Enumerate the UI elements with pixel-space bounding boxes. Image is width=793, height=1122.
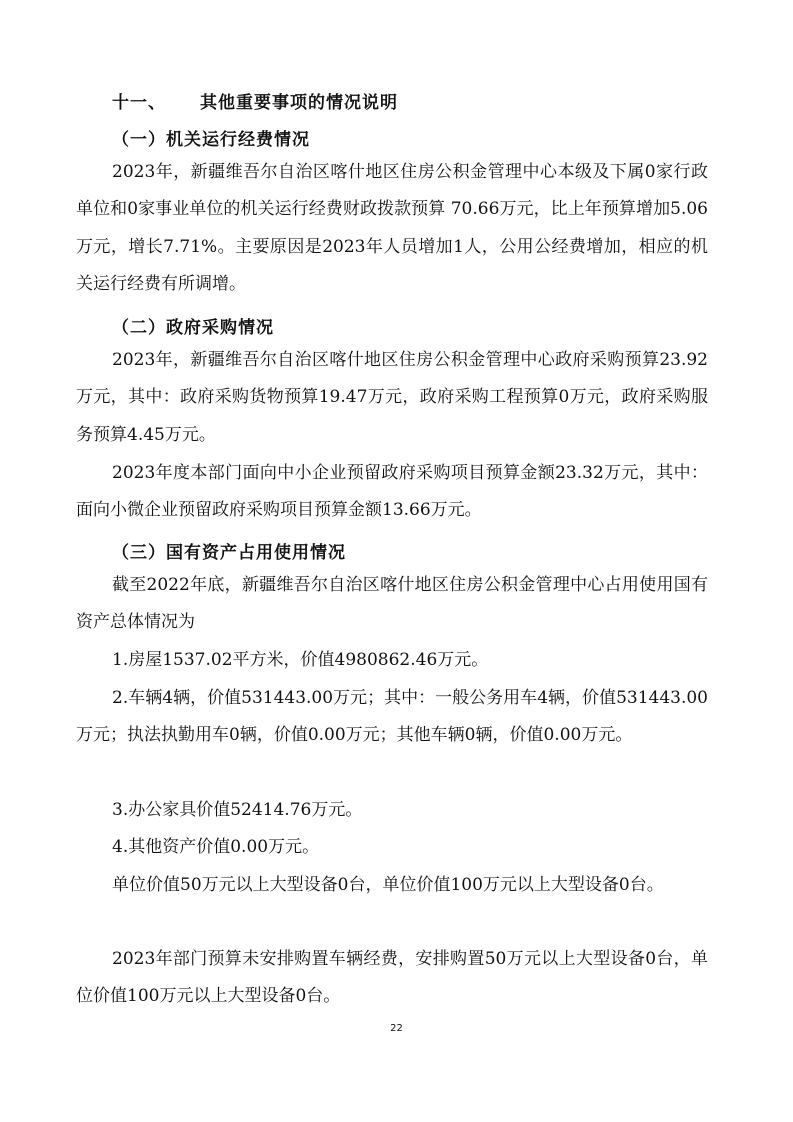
asset-item-vehicles: 2.车辆4辆，价值531443.00万元；其中：一般公务用车4辆，价值531443.00万元；执法执勤用车0辆，价值0.00万元；其他车辆0辆，价值0.00万元。 xyxy=(76,688,708,746)
section-number: 十一、 xyxy=(112,93,166,113)
paragraph-large-equipment: 单位价值50万元以上大型设备0台，单位价值100万元以上大型设备0台。 xyxy=(112,875,664,895)
paragraph-assets-intro: 截至2022年底，新疆维吾尔自治区喀什地区住房公积金管理中心占用使用国有资产总体情况为 xyxy=(76,575,708,633)
asset-item-furniture: 3.办公家具价值52414.76万元。 xyxy=(112,800,363,820)
subsection-heading-2: （二）政府采购情况 xyxy=(112,318,274,338)
subsection-heading-1: （一）机关运行经费情况 xyxy=(112,130,310,150)
asset-item-housing: 1.房屋1537.02平方米，价值4980862.46万元。 xyxy=(112,650,489,670)
paragraph-operating-expenses: 2023年，新疆维吾尔自治区喀什地区住房公积金管理中心本级及下属0家行政单位和0家事业单位的机关运行经费财政拨款预算 70.66万元，比上年预算增加5.06万元，增长7.71%。主要原因是2023年人员增加1人，公用公经费增加，相应的机关运行经费有所调增。 xyxy=(76,162,708,294)
paragraph-purchase-budget: 2023年部门预算未安排购置车辆经费，安排购置50万元以上大型设备0台，单位价值100万元以上大型设备0台。 xyxy=(76,949,708,1007)
section-title: 其他重要事项的情况说明 xyxy=(200,93,398,113)
paragraph-sme-reserved: 2023年度本部门面向中小企业预留政府采购项目预算金额23.32万元，其中：面向小微企业预留政府采购项目预算金额13.66万元。 xyxy=(76,463,708,521)
page-number: 22 xyxy=(390,1023,403,1034)
subsection-heading-3: （三）国有资产占用使用情况 xyxy=(112,543,346,563)
asset-item-other: 4.其他资产价值0.00万元。 xyxy=(112,837,320,857)
paragraph-procurement-budget: 2023年，新疆维吾尔自治区喀什地区住房公积金管理中心政府采购预算23.92万元，其中：政府采购货物预算19.47万元，政府采购工程预算0万元，政府采购服务预算4.45万元。 xyxy=(76,350,708,445)
section-heading xyxy=(112,88,398,113)
